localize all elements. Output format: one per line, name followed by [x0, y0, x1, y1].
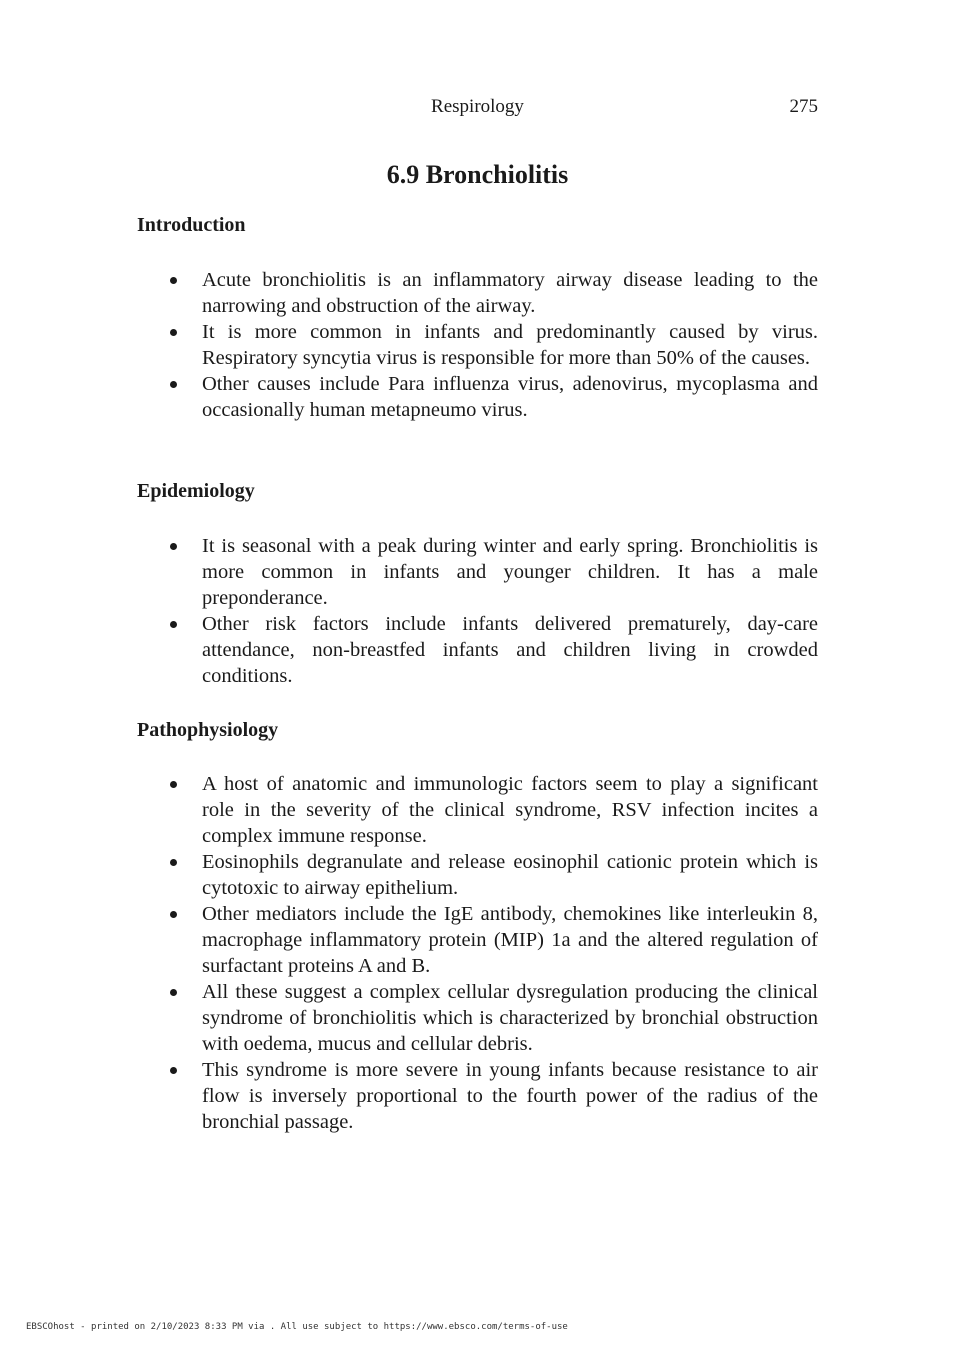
- bullet-dot-icon: [170, 381, 177, 388]
- list-item-text: Eosinophils degranulate and release eosinophil cationic protein which is cytotoxic to airway epithelium.: [202, 851, 818, 899]
- list-item: [137, 979, 818, 1057]
- bullet-dot-icon: [170, 621, 177, 628]
- list-item-text: Acute bronchiolitis is an inflammatory airway disease leading to the narrowing and obstruction of the airway.: [202, 269, 818, 317]
- bullet-dot-icon: [170, 1067, 177, 1074]
- bullet-dot-icon: [170, 989, 177, 996]
- bullet-dot-icon: [170, 911, 177, 918]
- bullet-dot-icon: [170, 859, 177, 866]
- list-item: [137, 319, 818, 371]
- list-item: [137, 267, 818, 319]
- section-heading-epidemiology: Epidemiology: [137, 480, 255, 502]
- section-heading-pathophysiology: Pathophysiology: [137, 719, 279, 741]
- list-item: [137, 371, 818, 423]
- page-number: 275: [789, 96, 818, 117]
- list-item-text: Other mediators include the IgE antibody, chemokines like interleukin 8, macrophage inflammatory protein (MIP) 1a and the altered regulation of surfactant proteins A and B.: [202, 903, 818, 977]
- epidemiology-list: [137, 533, 818, 689]
- section-heading-introduction: Introduction: [137, 214, 246, 236]
- bullet-dot-icon: [170, 329, 177, 336]
- list-item: [137, 849, 818, 901]
- list-item-text: Other risk factors include infants delivered prematurely, day-care attendance, non-breastfed infants and children living in crowded conditions.: [202, 613, 818, 687]
- bullet-dot-icon: [170, 277, 177, 284]
- bullet-dot-icon: [170, 781, 177, 788]
- running-title: Respirology: [431, 96, 524, 117]
- running-header: [137, 96, 818, 120]
- chapter-title: 6.9 Bronchiolitis: [386, 160, 569, 189]
- list-item-text: All these suggest a complex cellular dysregulation producing the clinical syndrome of bronchiolitis which is characterized by bronchial obstruction with oedema, mucus and cellular debris.: [202, 981, 818, 1055]
- pathophysiology-list: [137, 771, 818, 1135]
- bullet-dot-icon: [170, 543, 177, 550]
- list-item: [137, 901, 818, 979]
- list-item-text: Other causes include Para influenza virus, adenovirus, mycoplasma and occasionally human metapneumo virus.: [202, 373, 818, 421]
- list-item: [137, 533, 818, 611]
- print-footer: EBSCOhost - printed on 2/10/2023 8:33 PM via . All use subject to https://www.ebsco.com/terms-of-use: [26, 1322, 568, 1332]
- list-item: [137, 1057, 818, 1135]
- list-item-text: It is seasonal with a peak during winter and early spring. Bronchiolitis is more common in infants and younger children. It has a male preponderance.: [202, 535, 818, 609]
- list-item-text: It is more common in infants and predominantly caused by virus. Respiratory syncytia virus is responsible for more than 50% of the causes.: [202, 321, 818, 369]
- list-item-text: This syndrome is more severe in young infants because resistance to air flow is inversely proportional to the fourth power of the radius of the bronchial passage.: [202, 1059, 818, 1133]
- introduction-list: [137, 267, 818, 423]
- list-item: [137, 611, 818, 689]
- list-item: [137, 771, 818, 849]
- list-item-text: A host of anatomic and immunologic factors seem to play a significant role in the severity of the clinical syndrome, RSV infection incites a complex immune response.: [202, 773, 818, 847]
